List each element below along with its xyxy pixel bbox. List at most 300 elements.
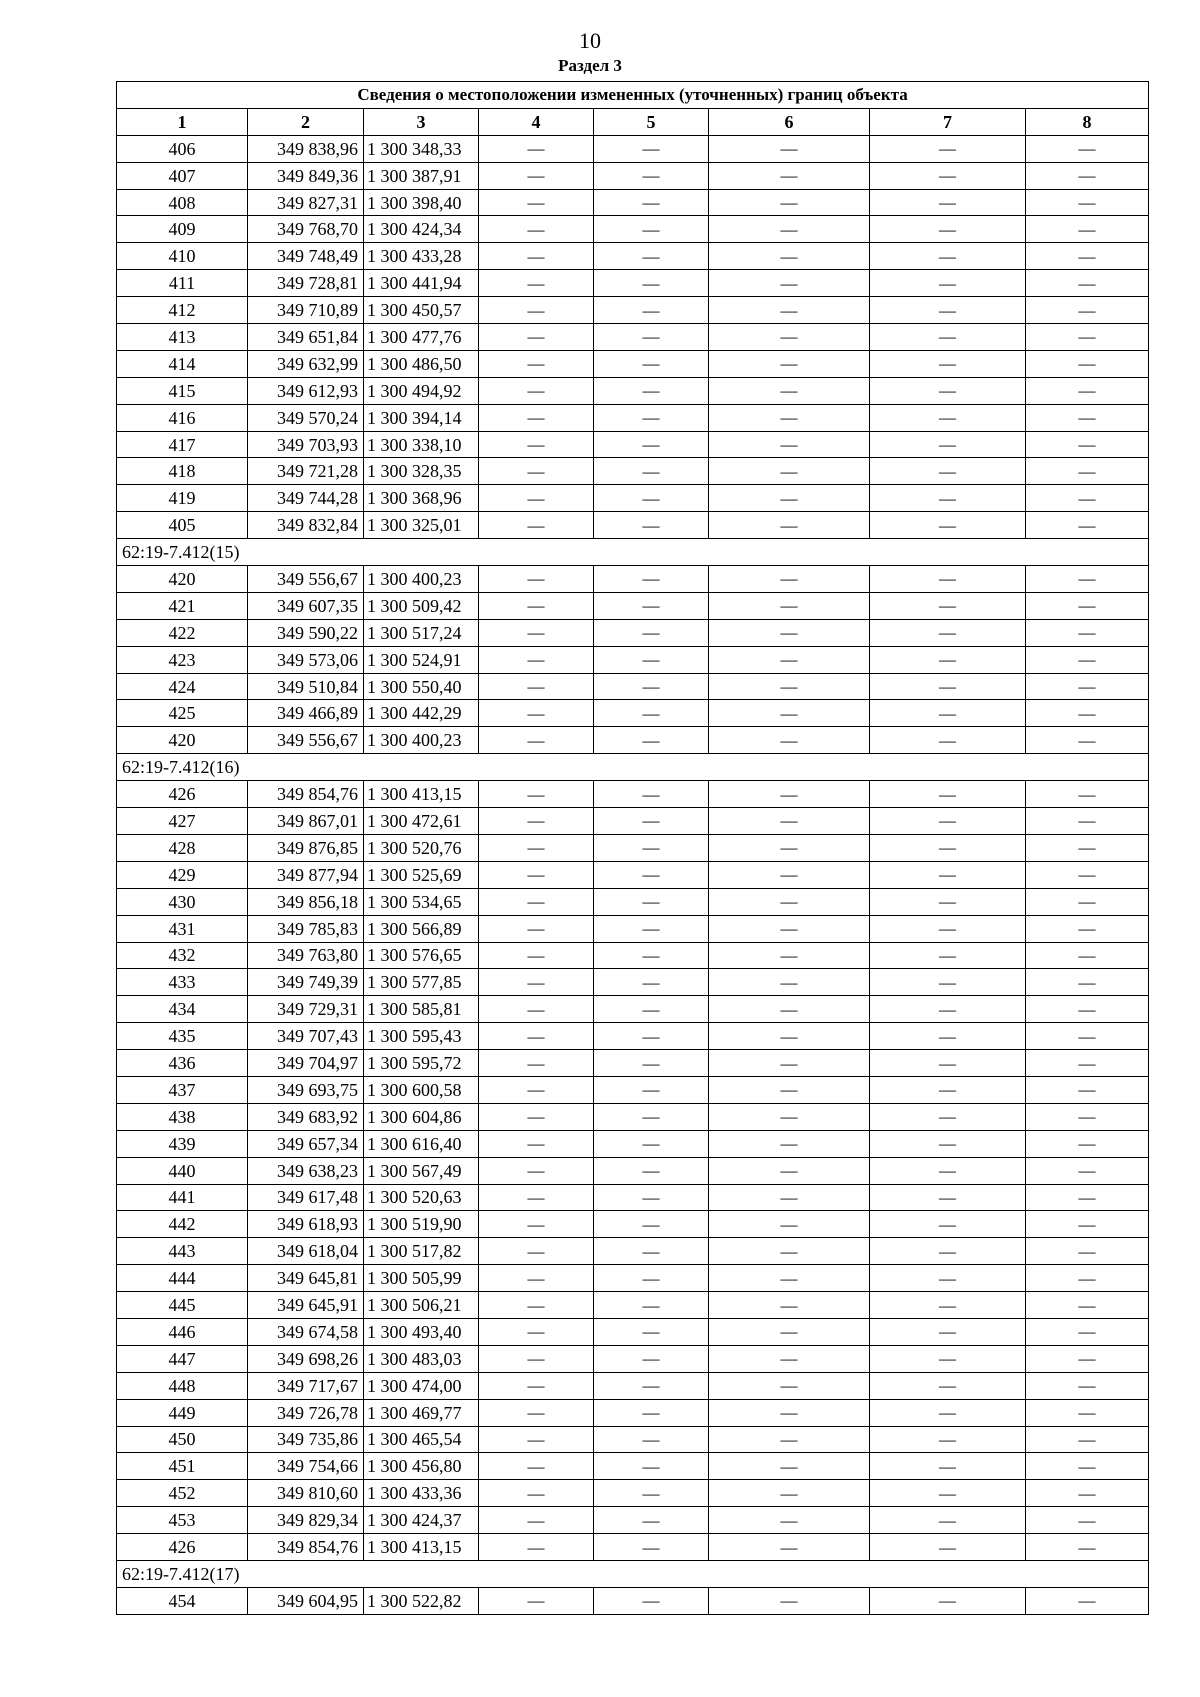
x-coordinate-cell: 349 698,26 [248, 1345, 364, 1372]
y-coordinate-cell: 1 300 398,40 [364, 189, 479, 216]
empty-value-dash: — [479, 1130, 594, 1157]
point-number-cell: 421 [117, 592, 248, 619]
empty-value-dash: — [709, 1372, 870, 1399]
empty-value-dash: — [1026, 1534, 1149, 1561]
y-coordinate-cell: 1 300 424,34 [364, 216, 479, 243]
point-number-cell: 418 [117, 458, 248, 485]
empty-value-dash: — [479, 888, 594, 915]
empty-value-dash: — [1026, 646, 1149, 673]
empty-value-dash: — [870, 592, 1026, 619]
empty-value-dash: — [709, 512, 870, 539]
table-row [117, 1130, 1149, 1157]
table-row [117, 1076, 1149, 1103]
table-row [117, 969, 1149, 996]
y-coordinate-cell: 1 300 413,15 [364, 781, 479, 808]
y-coordinate-cell: 1 300 506,21 [364, 1292, 479, 1319]
x-coordinate-cell: 349 466,89 [248, 700, 364, 727]
empty-value-dash: — [594, 619, 709, 646]
empty-value-dash: — [479, 324, 594, 351]
empty-value-dash: — [709, 1345, 870, 1372]
empty-value-dash: — [709, 1480, 870, 1507]
x-coordinate-cell: 349 612,93 [248, 377, 364, 404]
empty-value-dash: — [479, 1318, 594, 1345]
empty-value-dash: — [594, 861, 709, 888]
empty-value-dash: — [870, 1023, 1026, 1050]
empty-value-dash: — [479, 1184, 594, 1211]
empty-value-dash: — [870, 619, 1026, 646]
point-number-cell: 446 [117, 1318, 248, 1345]
table-row [117, 512, 1149, 539]
x-coordinate-cell: 349 657,34 [248, 1130, 364, 1157]
x-coordinate-cell: 349 704,97 [248, 1050, 364, 1077]
section-title: Раздел 3 [558, 56, 622, 75]
y-coordinate-cell: 1 300 483,03 [364, 1345, 479, 1372]
table-row [117, 888, 1149, 915]
point-number-cell: 409 [117, 216, 248, 243]
empty-value-dash: — [1026, 969, 1149, 996]
empty-value-dash: — [594, 1587, 709, 1614]
table-row [117, 673, 1149, 700]
empty-value-dash: — [870, 350, 1026, 377]
point-number-cell: 443 [117, 1238, 248, 1265]
empty-value-dash: — [709, 162, 870, 189]
table-row [117, 243, 1149, 270]
page-number: 10 [579, 28, 601, 53]
y-coordinate-cell: 1 300 595,72 [364, 1050, 479, 1077]
point-number-cell: 420 [117, 727, 248, 754]
empty-value-dash: — [709, 1050, 870, 1077]
empty-value-dash: — [594, 1372, 709, 1399]
empty-value-dash: — [479, 1426, 594, 1453]
table-row [117, 619, 1149, 646]
y-coordinate-cell: 1 300 348,33 [364, 135, 479, 162]
empty-value-dash: — [709, 1507, 870, 1534]
empty-value-dash: — [479, 592, 594, 619]
table-row [117, 1265, 1149, 1292]
x-coordinate-cell: 349 607,35 [248, 592, 364, 619]
table-row [117, 1426, 1149, 1453]
point-number-cell: 428 [117, 834, 248, 861]
x-coordinate-cell: 349 810,60 [248, 1480, 364, 1507]
empty-value-dash: — [479, 673, 594, 700]
y-coordinate-cell: 1 300 486,50 [364, 350, 479, 377]
parcel-group-row [117, 539, 1149, 566]
empty-value-dash: — [1026, 1157, 1149, 1184]
point-number-cell: 447 [117, 1345, 248, 1372]
empty-value-dash: — [709, 673, 870, 700]
empty-value-dash: — [594, 1184, 709, 1211]
x-coordinate-cell: 349 510,84 [248, 673, 364, 700]
table-caption-row [117, 82, 1149, 109]
empty-value-dash: — [709, 458, 870, 485]
point-number-cell: 451 [117, 1453, 248, 1480]
y-coordinate-cell: 1 300 595,43 [364, 1023, 479, 1050]
y-coordinate-cell: 1 300 505,99 [364, 1265, 479, 1292]
empty-value-dash: — [594, 1345, 709, 1372]
x-coordinate-cell: 349 570,24 [248, 404, 364, 431]
y-coordinate-cell: 1 300 517,24 [364, 619, 479, 646]
empty-value-dash: — [1026, 1211, 1149, 1238]
x-coordinate-cell: 349 832,84 [248, 512, 364, 539]
empty-value-dash: — [709, 1211, 870, 1238]
table-row [117, 1399, 1149, 1426]
empty-value-dash: — [594, 646, 709, 673]
empty-value-dash: — [594, 404, 709, 431]
empty-value-dash: — [479, 1345, 594, 1372]
table-row [117, 404, 1149, 431]
column-header: 4 [479, 108, 594, 135]
empty-value-dash: — [709, 1453, 870, 1480]
empty-value-dash: — [479, 1238, 594, 1265]
y-coordinate-cell: 1 300 550,40 [364, 673, 479, 700]
empty-value-dash: — [1026, 1292, 1149, 1319]
empty-value-dash: — [1026, 861, 1149, 888]
point-number-cell: 406 [117, 135, 248, 162]
empty-value-dash: — [594, 1534, 709, 1561]
empty-value-dash: — [709, 1238, 870, 1265]
x-coordinate-cell: 349 573,06 [248, 646, 364, 673]
empty-value-dash: — [709, 646, 870, 673]
empty-value-dash: — [870, 888, 1026, 915]
empty-value-dash: — [709, 1023, 870, 1050]
empty-value-dash: — [594, 996, 709, 1023]
y-coordinate-cell: 1 300 576,65 [364, 942, 479, 969]
empty-value-dash: — [709, 1265, 870, 1292]
empty-value-dash: — [479, 350, 594, 377]
point-number-cell: 440 [117, 1157, 248, 1184]
y-coordinate-cell: 1 300 442,29 [364, 700, 479, 727]
empty-value-dash: — [870, 808, 1026, 835]
empty-value-dash: — [1026, 781, 1149, 808]
x-coordinate-cell: 349 618,04 [248, 1238, 364, 1265]
column-header: 5 [594, 108, 709, 135]
empty-value-dash: — [479, 1507, 594, 1534]
y-coordinate-cell: 1 300 474,00 [364, 1372, 479, 1399]
empty-value-dash: — [1026, 458, 1149, 485]
x-coordinate-cell: 349 877,94 [248, 861, 364, 888]
empty-value-dash: — [709, 1399, 870, 1426]
column-header: 8 [1026, 108, 1149, 135]
y-coordinate-cell: 1 300 577,85 [364, 969, 479, 996]
empty-value-dash: — [1026, 216, 1149, 243]
table-row [117, 1050, 1149, 1077]
empty-value-dash: — [479, 1265, 594, 1292]
x-coordinate-cell: 349 683,92 [248, 1103, 364, 1130]
table-row [117, 1507, 1149, 1534]
empty-value-dash: — [870, 1076, 1026, 1103]
empty-value-dash: — [479, 1076, 594, 1103]
empty-value-dash: — [479, 270, 594, 297]
empty-value-dash: — [709, 485, 870, 512]
empty-value-dash: — [479, 404, 594, 431]
x-coordinate-cell: 349 748,49 [248, 243, 364, 270]
y-coordinate-cell: 1 300 325,01 [364, 512, 479, 539]
point-number-cell: 452 [117, 1480, 248, 1507]
table-row [117, 458, 1149, 485]
point-number-cell: 412 [117, 297, 248, 324]
table-row [117, 162, 1149, 189]
empty-value-dash: — [479, 996, 594, 1023]
empty-value-dash: — [1026, 350, 1149, 377]
y-coordinate-cell: 1 300 472,61 [364, 808, 479, 835]
point-number-cell: 424 [117, 673, 248, 700]
x-coordinate-cell: 349 744,28 [248, 485, 364, 512]
table-row [117, 834, 1149, 861]
empty-value-dash: — [709, 700, 870, 727]
empty-value-dash: — [594, 1292, 709, 1319]
point-number-cell: 423 [117, 646, 248, 673]
empty-value-dash: — [870, 1480, 1026, 1507]
empty-value-dash: — [1026, 377, 1149, 404]
empty-value-dash: — [870, 1130, 1026, 1157]
empty-value-dash: — [479, 1157, 594, 1184]
table-row [117, 566, 1149, 593]
empty-value-dash: — [594, 1399, 709, 1426]
point-number-cell: 411 [117, 270, 248, 297]
column-header: 2 [248, 108, 364, 135]
empty-value-dash: — [594, 566, 709, 593]
empty-value-dash: — [870, 243, 1026, 270]
empty-value-dash: — [479, 377, 594, 404]
y-coordinate-cell: 1 300 525,69 [364, 861, 479, 888]
y-coordinate-cell: 1 300 522,82 [364, 1587, 479, 1614]
empty-value-dash: — [479, 727, 594, 754]
empty-value-dash: — [594, 592, 709, 619]
empty-value-dash: — [479, 1050, 594, 1077]
empty-value-dash: — [1026, 162, 1149, 189]
empty-value-dash: — [479, 189, 594, 216]
empty-value-dash: — [870, 942, 1026, 969]
empty-value-dash: — [1026, 297, 1149, 324]
y-coordinate-cell: 1 300 433,36 [364, 1480, 479, 1507]
empty-value-dash: — [709, 1076, 870, 1103]
point-number-cell: 413 [117, 324, 248, 351]
table-row [117, 646, 1149, 673]
empty-value-dash: — [870, 1453, 1026, 1480]
empty-value-dash: — [709, 1157, 870, 1184]
empty-value-dash: — [479, 646, 594, 673]
empty-value-dash: — [479, 619, 594, 646]
empty-value-dash: — [479, 297, 594, 324]
empty-value-dash: — [709, 808, 870, 835]
parcel-id-label: 62:19-7.412(17) [117, 1560, 1149, 1587]
empty-value-dash: — [1026, 324, 1149, 351]
table-row [117, 1211, 1149, 1238]
table-row [117, 781, 1149, 808]
empty-value-dash: — [709, 942, 870, 969]
empty-value-dash: — [1026, 1426, 1149, 1453]
point-number-cell: 417 [117, 431, 248, 458]
empty-value-dash: — [1026, 1076, 1149, 1103]
point-number-cell: 448 [117, 1372, 248, 1399]
empty-value-dash: — [870, 566, 1026, 593]
table-row [117, 485, 1149, 512]
empty-value-dash: — [1026, 1103, 1149, 1130]
empty-value-dash: — [709, 431, 870, 458]
table-row [117, 808, 1149, 835]
x-coordinate-cell: 349 763,80 [248, 942, 364, 969]
empty-value-dash: — [709, 1426, 870, 1453]
column-header: 6 [709, 108, 870, 135]
empty-value-dash: — [594, 431, 709, 458]
y-coordinate-cell: 1 300 400,23 [364, 566, 479, 593]
table-row [117, 270, 1149, 297]
empty-value-dash: — [870, 1399, 1026, 1426]
empty-value-dash: — [594, 808, 709, 835]
empty-value-dash: — [870, 1050, 1026, 1077]
empty-value-dash: — [709, 1130, 870, 1157]
empty-value-dash: — [594, 834, 709, 861]
empty-value-dash: — [709, 1587, 870, 1614]
point-number-cell: 422 [117, 619, 248, 646]
point-number-cell: 437 [117, 1076, 248, 1103]
empty-value-dash: — [1026, 888, 1149, 915]
empty-value-dash: — [1026, 1265, 1149, 1292]
point-number-cell: 431 [117, 915, 248, 942]
empty-value-dash: — [1026, 834, 1149, 861]
x-coordinate-cell: 349 768,70 [248, 216, 364, 243]
empty-value-dash: — [594, 1318, 709, 1345]
table-row [117, 189, 1149, 216]
empty-value-dash: — [594, 297, 709, 324]
x-coordinate-cell: 349 651,84 [248, 324, 364, 351]
x-coordinate-cell: 349 838,96 [248, 135, 364, 162]
empty-value-dash: — [479, 781, 594, 808]
table-row [117, 1292, 1149, 1319]
point-number-cell: 419 [117, 485, 248, 512]
empty-value-dash: — [1026, 942, 1149, 969]
table-row [117, 1453, 1149, 1480]
x-coordinate-cell: 349 854,76 [248, 1534, 364, 1561]
x-coordinate-cell: 349 827,31 [248, 189, 364, 216]
empty-value-dash: — [594, 1103, 709, 1130]
empty-value-dash: — [479, 135, 594, 162]
parcel-group-row [117, 754, 1149, 781]
table-row [117, 1184, 1149, 1211]
empty-value-dash: — [479, 485, 594, 512]
x-coordinate-cell: 349 556,67 [248, 566, 364, 593]
y-coordinate-cell: 1 300 600,58 [364, 1076, 479, 1103]
point-number-cell: 430 [117, 888, 248, 915]
y-coordinate-cell: 1 300 520,76 [364, 834, 479, 861]
x-coordinate-cell: 349 604,95 [248, 1587, 364, 1614]
empty-value-dash: — [870, 1426, 1026, 1453]
empty-value-dash: — [870, 1587, 1026, 1614]
x-coordinate-cell: 349 729,31 [248, 996, 364, 1023]
empty-value-dash: — [870, 216, 1026, 243]
x-coordinate-cell: 349 726,78 [248, 1399, 364, 1426]
x-coordinate-cell: 349 710,89 [248, 297, 364, 324]
empty-value-dash: — [1026, 270, 1149, 297]
y-coordinate-cell: 1 300 509,42 [364, 592, 479, 619]
empty-value-dash: — [870, 1345, 1026, 1372]
empty-value-dash: — [1026, 592, 1149, 619]
x-coordinate-cell: 349 721,28 [248, 458, 364, 485]
empty-value-dash: — [709, 861, 870, 888]
point-number-cell: 433 [117, 969, 248, 996]
empty-value-dash: — [1026, 135, 1149, 162]
x-coordinate-cell: 349 876,85 [248, 834, 364, 861]
table-row [117, 1534, 1149, 1561]
empty-value-dash: — [1026, 727, 1149, 754]
empty-value-dash: — [479, 1587, 594, 1614]
x-coordinate-cell: 349 632,99 [248, 350, 364, 377]
parcel-id-label: 62:19-7.412(15) [117, 539, 1149, 566]
empty-value-dash: — [870, 485, 1026, 512]
empty-value-dash: — [709, 781, 870, 808]
y-coordinate-cell: 1 300 477,76 [364, 324, 479, 351]
table-row [117, 297, 1149, 324]
x-coordinate-cell: 349 674,58 [248, 1318, 364, 1345]
empty-value-dash: — [479, 216, 594, 243]
empty-value-dash: — [594, 189, 709, 216]
empty-value-dash: — [709, 297, 870, 324]
point-number-cell: 441 [117, 1184, 248, 1211]
empty-value-dash: — [870, 673, 1026, 700]
point-number-cell: 408 [117, 189, 248, 216]
empty-value-dash: — [1026, 1587, 1149, 1614]
empty-value-dash: — [479, 700, 594, 727]
empty-value-dash: — [870, 297, 1026, 324]
y-coordinate-cell: 1 300 465,54 [364, 1426, 479, 1453]
y-coordinate-cell: 1 300 387,91 [364, 162, 479, 189]
empty-value-dash: — [594, 216, 709, 243]
empty-value-dash: — [594, 1211, 709, 1238]
empty-value-dash: — [870, 1318, 1026, 1345]
empty-value-dash: — [479, 1399, 594, 1426]
empty-value-dash: — [594, 1426, 709, 1453]
table-row [117, 861, 1149, 888]
empty-value-dash: — [1026, 485, 1149, 512]
empty-value-dash: — [709, 324, 870, 351]
x-coordinate-cell: 349 617,48 [248, 1184, 364, 1211]
x-coordinate-cell: 349 638,23 [248, 1157, 364, 1184]
point-number-cell: 410 [117, 243, 248, 270]
table-row [117, 324, 1149, 351]
empty-value-dash: — [1026, 619, 1149, 646]
point-number-cell: 429 [117, 861, 248, 888]
empty-value-dash: — [1026, 1318, 1149, 1345]
point-number-cell: 432 [117, 942, 248, 969]
y-coordinate-cell: 1 300 517,82 [364, 1238, 479, 1265]
y-coordinate-cell: 1 300 441,94 [364, 270, 479, 297]
table-header-row [117, 108, 1149, 135]
empty-value-dash: — [479, 1534, 594, 1561]
empty-value-dash: — [870, 727, 1026, 754]
empty-value-dash: — [1026, 431, 1149, 458]
empty-value-dash: — [479, 1211, 594, 1238]
y-coordinate-cell: 1 300 604,86 [364, 1103, 479, 1130]
empty-value-dash: — [479, 566, 594, 593]
x-coordinate-cell: 349 854,76 [248, 781, 364, 808]
empty-value-dash: — [1026, 404, 1149, 431]
y-coordinate-cell: 1 300 413,15 [364, 1534, 479, 1561]
y-coordinate-cell: 1 300 520,63 [364, 1184, 479, 1211]
empty-value-dash: — [1026, 566, 1149, 593]
empty-value-dash: — [870, 404, 1026, 431]
x-coordinate-cell: 349 867,01 [248, 808, 364, 835]
empty-value-dash: — [870, 1103, 1026, 1130]
empty-value-dash: — [479, 1453, 594, 1480]
empty-value-dash: — [1026, 808, 1149, 835]
empty-value-dash: — [870, 270, 1026, 297]
empty-value-dash: — [709, 592, 870, 619]
empty-value-dash: — [594, 485, 709, 512]
empty-value-dash: — [870, 1372, 1026, 1399]
point-number-cell: 420 [117, 566, 248, 593]
empty-value-dash: — [1026, 1023, 1149, 1050]
empty-value-dash: — [594, 377, 709, 404]
